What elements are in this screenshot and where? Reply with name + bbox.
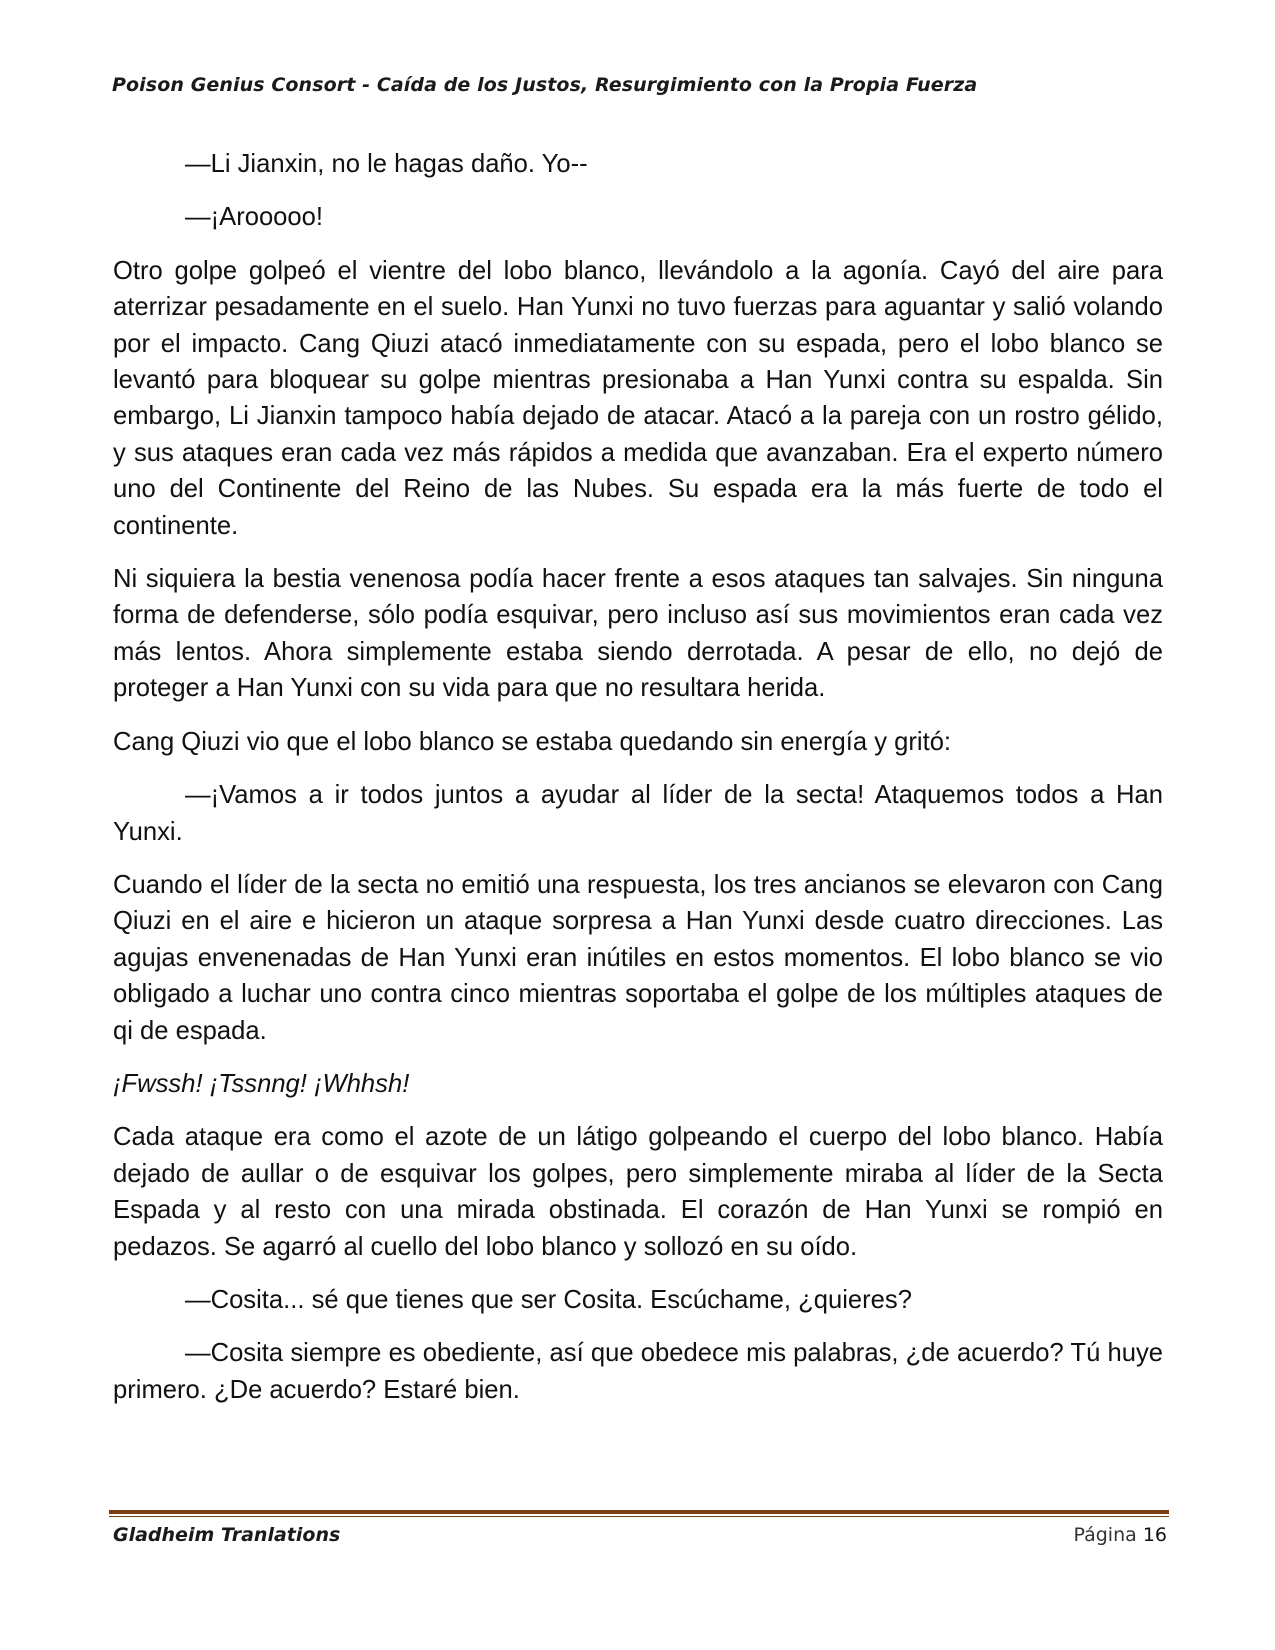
- paragraph: Cada ataque era como el azote de un látigo golpeando el cuerpo del lobo blanco. Había dejado de aullar o de esquivar los golpes, pero simplemente miraba al líder de la Secta Espada y al resto con una mirada obstinada. El corazón de Han Yunxi se rompió en pedazos. Se agarró al cuello del lobo blanco y sollozó en su oído.: [113, 1123, 1163, 1261]
- paragraph: Ni siquiera la bestia venenosa podía hacer frente a esos ataques tan salvajes. Sin ninguna forma de defenderse, sólo podía esquivar, pero incluso así sus movimientos eran cada vez más lentos. Ahora simplemente estaba siendo derrotada. A pesar de ello, no dejó de proteger a Han Yunxi con su vida para que no resultara herida.: [113, 565, 1163, 703]
- body-text: [113, 146, 1163, 1425]
- footer-divider-thick: [109, 1510, 1169, 1514]
- paragraph: Otro golpe golpeó el vientre del lobo blanco, llevándolo a la agonía. Cayó del aire para aterrizar pesadamente en el suelo. Han Yunxi no tuvo fuerzas para aguantar y salió volando por el impacto. Cang Qiuzi atacó inmediatamente con su espada, pero el lobo blanco se levantó para bloquear su golpe mientras presionaba a Han Yunxi contra su espalda. Sin embargo, Li Jianxin tampoco había dejado de atacar. Atacó a la pareja con un rostro gélido, y sus ataques eran cada vez más rápidos a medida que avanzaban. Era el experto número uno del Continente del Reino de las Nubes. Su espada era la más fuerte de todo el continente.: [113, 256, 1163, 540]
- dialogue-line: —Cosita... sé que tienes que ser Cosita. Escúchame, ¿quieres?: [185, 1285, 912, 1314]
- dialogue-line: —Cosita siempre es obediente, así que obedece mis palabras, ¿de acuerdo? Tú huye primero. ¿De acuerdo? Estaré bien.: [113, 1339, 1163, 1404]
- paragraph: Cuando el líder de la secta no emitió una respuesta, los tres ancianos se elevaron con Cang Qiuzi en el aire e hicieron un ataque sorpresa a Han Yunxi desde cuatro direcciones. Las agujas envenenadas de Han Yunxi eran inútiles en estos momentos. El lobo blanco se vio obligado a luchar uno contra cinco mientras soportaba el golpe de los múltiples ataques de qi de espada.: [113, 870, 1163, 1045]
- running-header: Poison Genius Consort - Caída de los Justos, Resurgimiento con la Propia Fuerza: [112, 74, 978, 96]
- page-number-block: [1073, 1524, 1167, 1546]
- dialogue-line: —Li Jianxin, no le hagas daño. Yo--: [185, 150, 588, 178]
- dialogue-line: —¡Vamos a ir todos juntos a ayudar al líder de la secta! Ataquemos todos a Han Yunxi.: [113, 781, 1163, 846]
- page-number: 16: [1142, 1524, 1167, 1546]
- paragraph: Cang Qiuzi vio que el lobo blanco se estaba quedando sin energía y gritó:: [113, 727, 952, 756]
- page-label: Página: [1073, 1524, 1137, 1546]
- footer-divider: [109, 1510, 1169, 1518]
- footer-publisher: Gladheim Tranlations: [113, 1524, 341, 1546]
- sound-effect-line: ¡Fwssh! ¡Tssnng! ¡Whhsh!: [113, 1069, 410, 1098]
- dialogue-line: —¡Arooooo!: [185, 203, 323, 232]
- footer-divider-thin: [109, 1516, 1169, 1517]
